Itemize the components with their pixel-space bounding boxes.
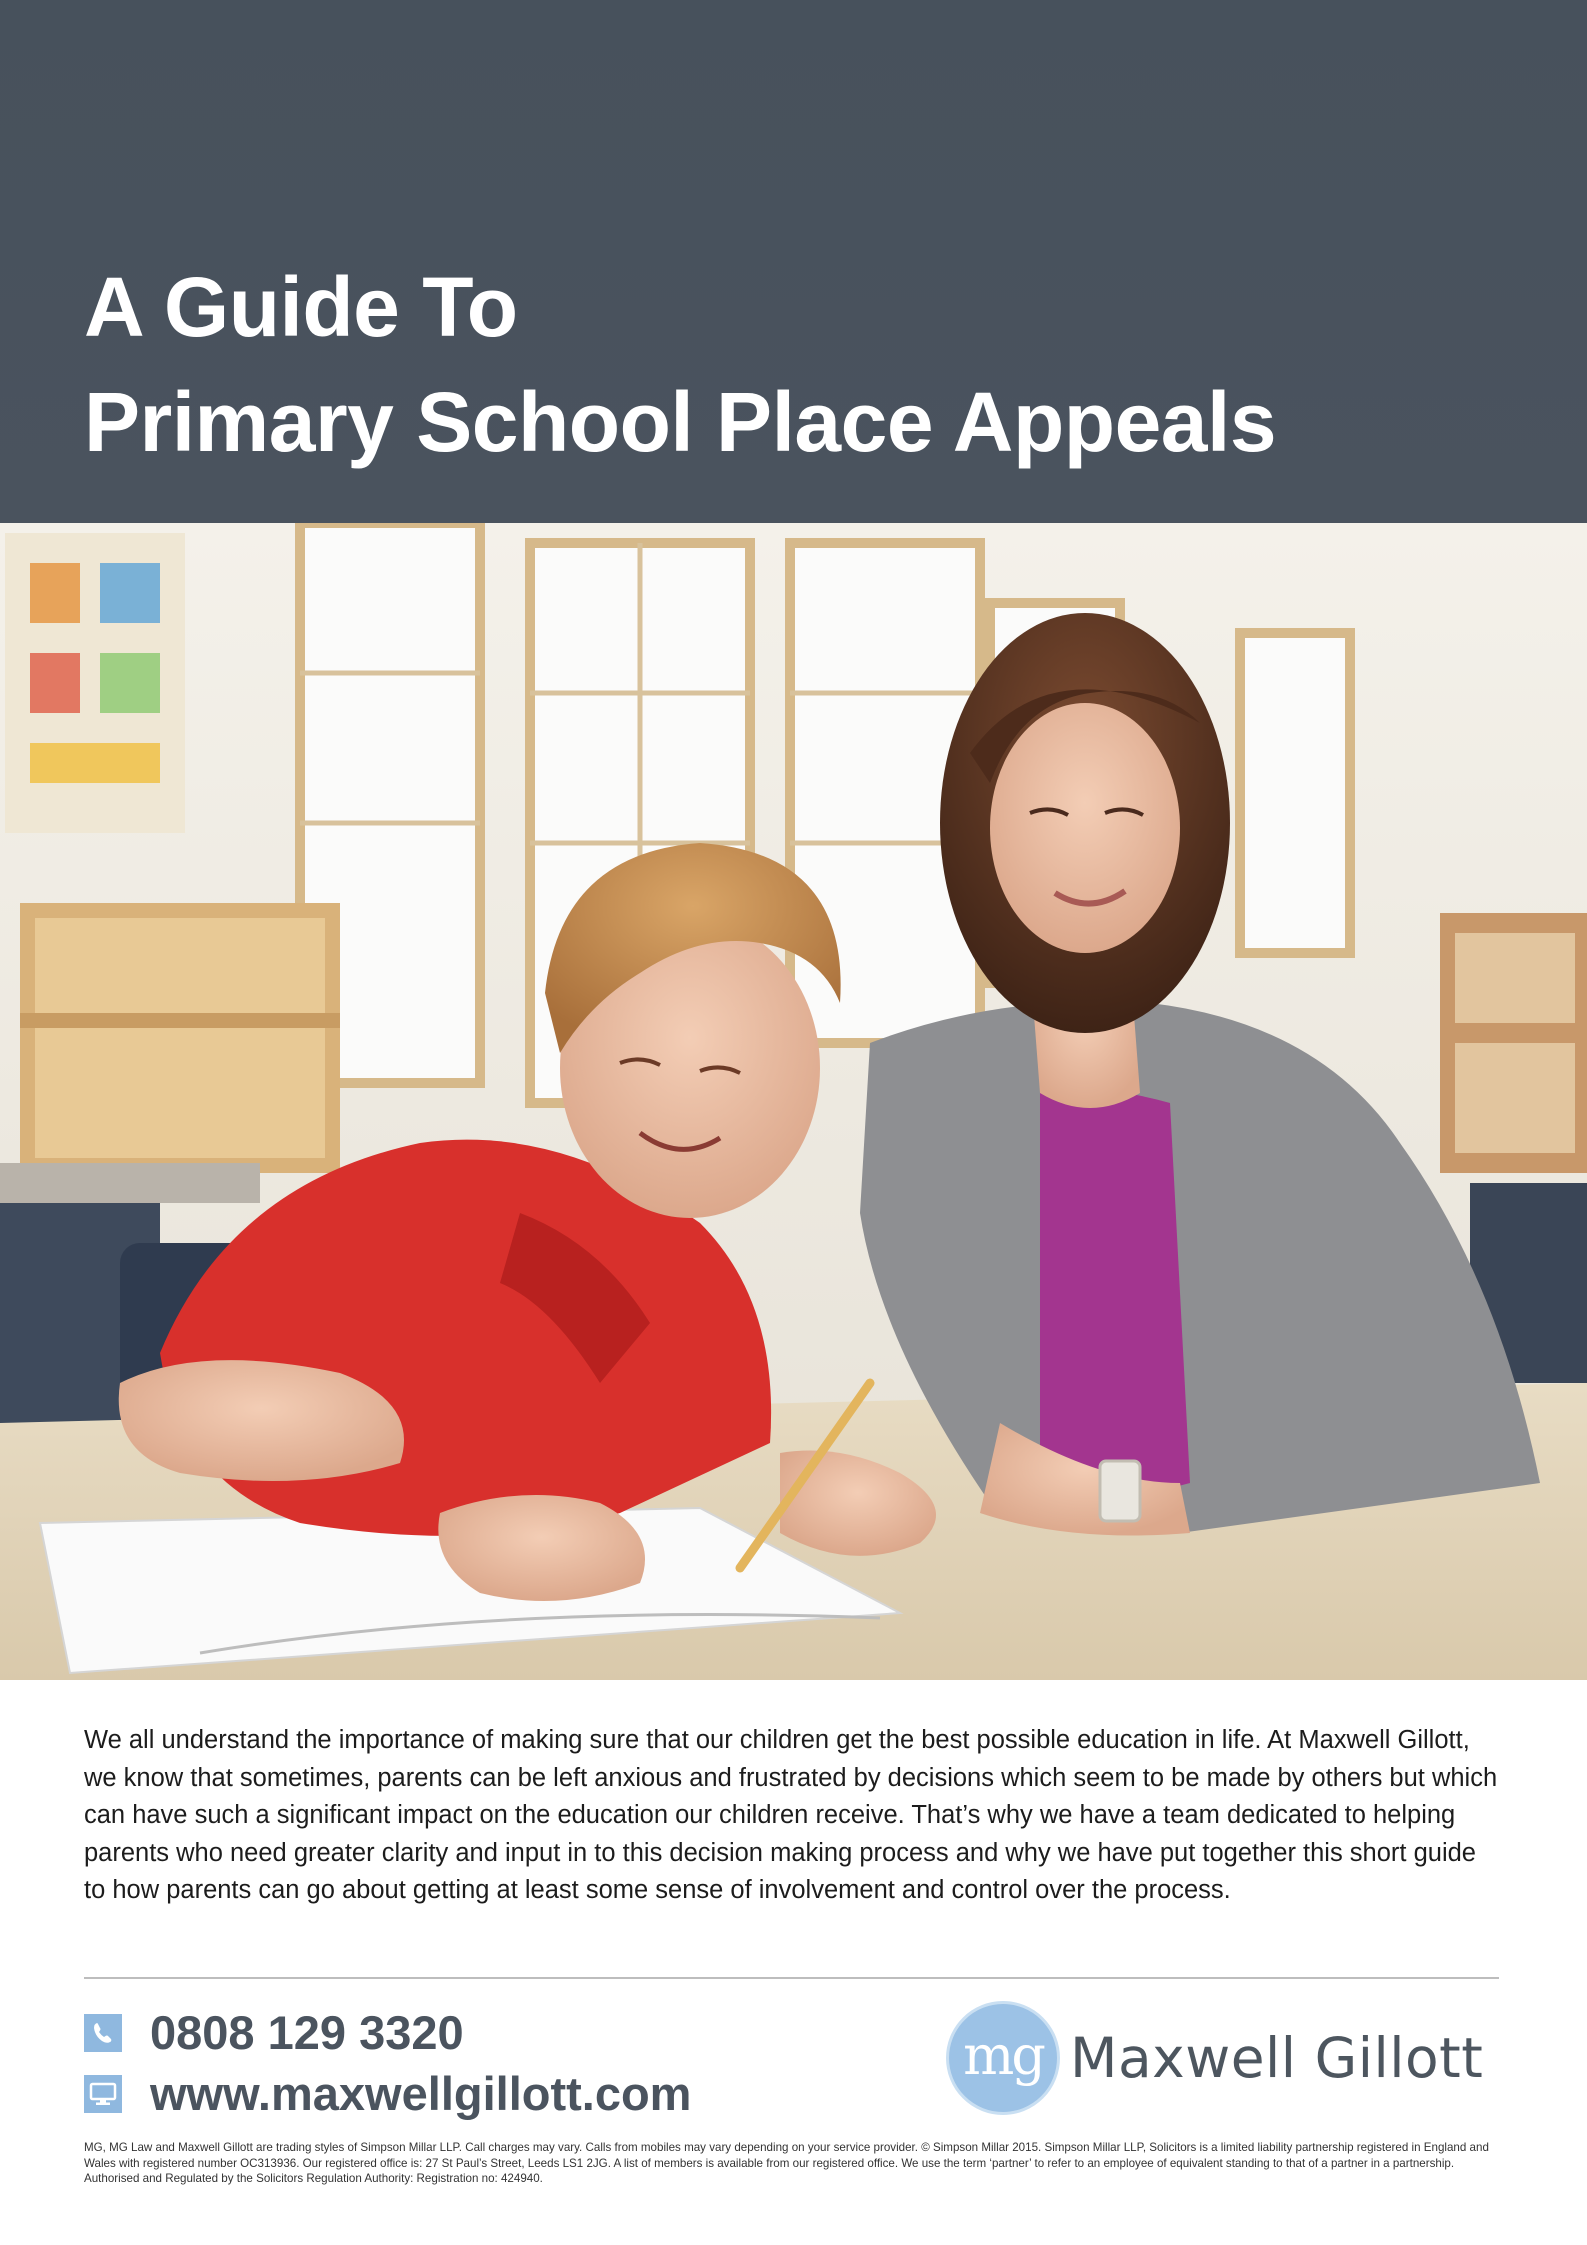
website-link[interactable]: www.maxwellgillott.com	[150, 2067, 692, 2120]
phone-icon	[84, 2014, 122, 2052]
monitor-icon	[84, 2075, 122, 2113]
phone-number[interactable]: 0808 129 3320	[150, 2006, 464, 2059]
website-contact[interactable]	[84, 2066, 691, 2122]
intro-paragraph: We all understand the importance of making sure that our children get the best possible education in life. At Maxwell Gillott, we know that sometimes, parents can be left anxious and frustrated by decisions which seem to be made by others but which can have such a significant impact on the education our children receive. That’s why we have a team dedicated to helping parents who need greater clarity and input in to this decision making process and why we have put together this short guide to how parents can go about getting at least some sense of involvement and control over the process.	[84, 1726, 1498, 1904]
page-title	[84, 250, 1276, 480]
phone-contact[interactable]	[84, 2005, 464, 2061]
title-line-1: A Guide To	[84, 260, 518, 354]
maxwell-gillott-logo	[946, 1998, 1506, 2118]
logo-monogram: mg	[946, 2001, 1060, 2115]
hero-photo	[0, 523, 1587, 1680]
legal-disclaimer: MG, MG Law and Maxwell Gillott are trading styles of Simpson Millar LLP. Call charges may vary. Calls from mobiles may vary depending on your service provider. © Simpson Millar 2015. Simpson Millar LLP, Solicitors is a limited liability partnership registered in England and Wales with registered number OC313936. Our registered office is: 27 St Paul’s Street, Leeds LS1 2JG. A list of members is available from our registered office. We use the term ‘partner’ to refer to an employee of equivalent standing to that of a partner in a partnership. Authorised and Regulated by the Solicitors Regulation Authority: Registration no: 424940.	[84, 2141, 1489, 2185]
title-line-2: Primary School Place Appeals	[84, 375, 1277, 469]
divider	[84, 1977, 1499, 1979]
header-banner	[0, 0, 1587, 523]
logo-name: Maxwell Gillott	[1070, 2026, 1484, 2090]
